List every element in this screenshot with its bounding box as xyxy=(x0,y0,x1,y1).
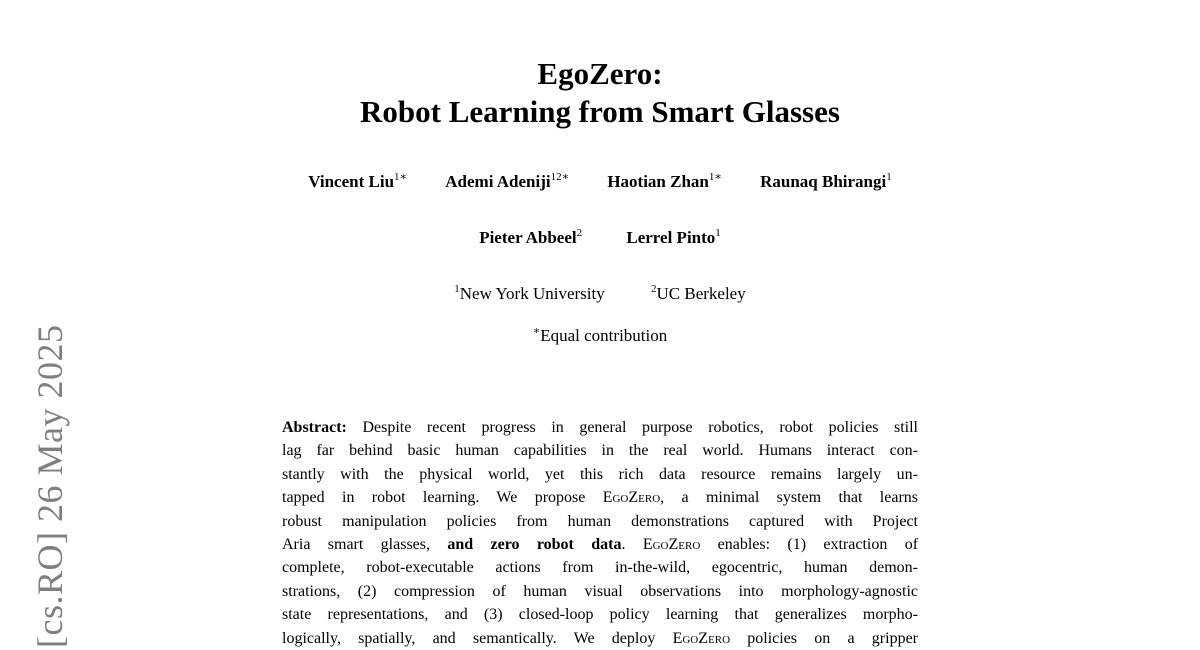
system-name: EgoZero xyxy=(672,629,731,647)
abstract-line: Abstract: Despite recent progress in general purpose robotics, robot policies still xyxy=(282,419,918,436)
abstract-line: tapped in robot learning. We propose EgoZero, a minimal system that learns xyxy=(282,489,919,507)
abstract-line: state representations, and (3) closed-loop policy learning that generalizes morpho- xyxy=(282,606,918,624)
abstract-line: logically, spatially, and semantically. We deploy EgoZero policies on a gripper xyxy=(282,629,918,647)
abstract-line: strations, (2) compression of human visual observations into morphology-agnostic xyxy=(282,582,918,600)
author: Ademi Adeniji$^{12∗}$ xyxy=(445,171,570,191)
author: Raunaq Bhirangi$^1$ xyxy=(760,171,892,191)
abstract-line: robust manipulation policies from human demonstrations captured with Project xyxy=(282,512,918,530)
title-line-1: EgoZero: xyxy=(537,56,663,91)
author-row-1 xyxy=(0,172,1200,192)
system-name: EgoZero xyxy=(602,489,661,507)
author-row-2 xyxy=(0,228,1200,248)
abstract-line: lag far behind basic human capabilities in the real world. Humans interact con- xyxy=(282,442,918,460)
abstract-line: Aria smart glasses, and zero robot data. EgoZero enables: (1) extraction of xyxy=(282,536,919,554)
abstract-line: stantly with the physical world, yet this rich data resource remains largely un- xyxy=(282,465,918,483)
title-line-2: Robot Learning from Smart Glasses xyxy=(360,94,840,129)
affiliation: $^1$New York University xyxy=(454,283,605,303)
affiliations xyxy=(0,284,1200,304)
bold-phrase: and zero robot data xyxy=(447,536,622,554)
author: Vincent Liu$^{1∗}$ xyxy=(308,171,408,191)
author: Haotian Zhan$^{1∗}$ xyxy=(607,171,722,191)
arxiv-side-stamp: [cs.RO] 26 May 2025 xyxy=(30,324,70,648)
abstract-heading: Abstract: xyxy=(282,419,347,436)
equal-contribution-note: ∗Equal contribution xyxy=(532,325,668,345)
system-name: EgoZero xyxy=(642,536,701,554)
abstract xyxy=(282,416,918,650)
paper-title xyxy=(0,55,1200,131)
affiliation: $^2$UC Berkeley xyxy=(651,283,746,303)
author: Lerrel Pinto$^1$ xyxy=(626,227,721,247)
author: Pieter Abbeel$^2$ xyxy=(479,227,583,247)
abstract-line: complete, robot-executable actions from in-the-wild, egocentric, human demon- xyxy=(282,559,918,577)
